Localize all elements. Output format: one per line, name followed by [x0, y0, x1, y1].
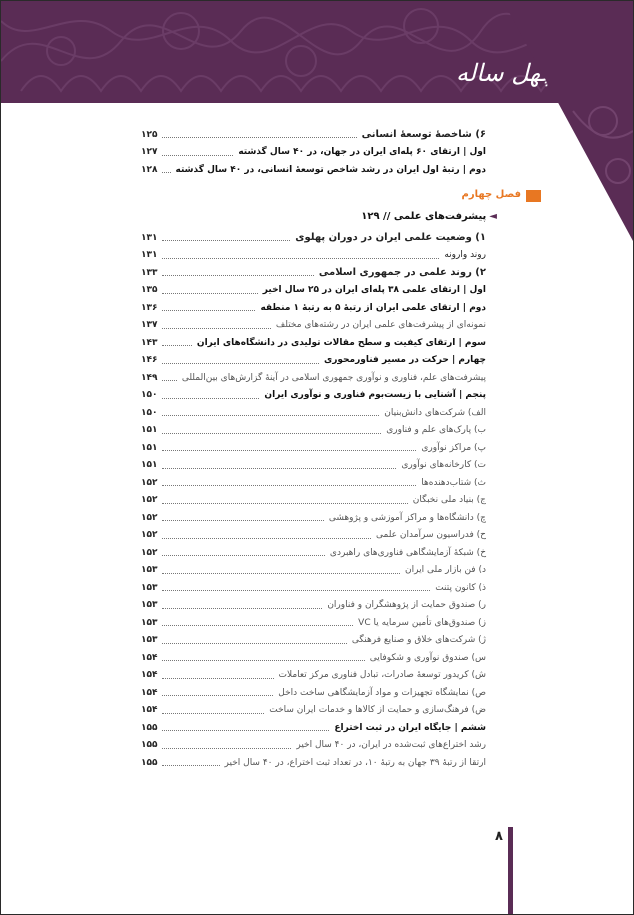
toc-entry-title: ج) بنیاد ملی نخبگان: [412, 495, 486, 505]
leader-dots: [162, 137, 357, 138]
toc-entry-title: ششم | جایگاه ایران در ثبت اختراع: [334, 722, 486, 733]
toc-entry: [141, 352, 486, 369]
toc-entry: [141, 317, 486, 334]
toc-entry-page: ۱۵۰: [141, 407, 158, 418]
leader-dots: [162, 730, 329, 731]
toc-entry-page: ۱۳۶: [141, 302, 158, 313]
toc-entry-page: ۱۴۳: [141, 337, 158, 348]
toc-entry: [141, 719, 486, 736]
toc-entry-page: ۱۵۴: [141, 670, 158, 680]
toc-entry-page: ۱۵۱: [141, 442, 158, 453]
toc-entry-page: ۱۴۹: [141, 372, 158, 383]
toc-entry-page: ۱۵۲: [141, 495, 158, 505]
toc-entry-title: ارتقا از رتبۀ ۳۹ جهان به رتبۀ ۱۰، در تعداد ثبت اختراع، در ۴۰ سال اخیر: [224, 757, 486, 768]
book-title: صعود چهل ساله: [456, 59, 618, 87]
leader-dots: [162, 590, 430, 591]
toc-entry-page: ۱۵۵: [141, 740, 158, 750]
toc-entry-page: ۱۵۴: [141, 705, 158, 715]
leader-dots: [162, 695, 273, 696]
toc-entry-title: پنجم | آشنایی با زیست‌بوم فناوری و نوآوری ایران: [264, 390, 486, 400]
toc-entry-title: پ) مراکز نوآوری: [421, 442, 486, 453]
toc-entry-page: ۱۵۳: [141, 565, 158, 575]
toc-entry: [141, 229, 486, 246]
leader-dots: [162, 345, 192, 346]
toc-entry: [141, 126, 486, 143]
toc-entry-title: ر) صندوق حمایت از پژوهشگران و فناوران: [327, 600, 486, 610]
toc-entry-title: د) فن بازار ملی ایران: [405, 565, 486, 575]
chapter-label: فصل چهارم: [461, 189, 521, 200]
toc-entry-title: اول | ارتقای ۶۰ پله‌ای ایران در جهان، در ۴۰ سال گذشته: [238, 147, 486, 157]
toc-entry-title: اول | ارتقای علمی ۳۸ پله‌ای ایران در ۲۵ سال اخیر: [262, 285, 486, 295]
leader-dots: [162, 433, 381, 434]
leader-dots: [162, 258, 439, 259]
toc-entry-page: ۱۳۳: [141, 267, 158, 278]
toc-entry-title: دوم | ارتقای علمی ایران از رتبۀ ۵ به رتبۀ ۱ منطقه: [260, 302, 486, 313]
toc-entry-title: چهارم | حرکت در مسیر فناورمحوری: [323, 355, 486, 365]
leader-dots: [162, 765, 220, 766]
toc-entry: [141, 457, 486, 474]
toc-entry-page: ۱۵۰: [141, 390, 158, 400]
leader-dots: [162, 678, 274, 679]
toc-entry: [141, 144, 486, 161]
leader-dots: [162, 398, 259, 399]
leader-dots: [162, 748, 291, 749]
toc-entry-page: ۱۵۲: [141, 477, 158, 488]
toc-entry-title: روند وارونه: [444, 250, 486, 260]
toc-entry-title: ث) شتاب‌دهنده‌ها: [421, 477, 486, 488]
toc-entry-page: ۱۵۳: [141, 635, 158, 645]
leader-dots: [162, 485, 416, 486]
toc-entry-title: ۶) شاخصۀ توسعۀ انسانی: [361, 129, 486, 140]
leader-dots: [162, 450, 416, 451]
toc-entry-title: ۱) وضعیت علمی ایران در دوران پهلوی: [295, 232, 486, 243]
toc-entry-title: پیشرفت‌های علم، فناوری و نوآوری جمهوری اسلامی در آینۀ گزارش‌های بین‌المللی: [181, 372, 486, 383]
toc-entry: [141, 562, 486, 579]
toc-entry-page: ۱۵۳: [141, 617, 158, 628]
leader-dots: [162, 520, 324, 521]
toc-entry-title: ض) فرهنگ‌سازی و حمایت از کالاها و خدمات ایران ساخت: [269, 705, 486, 715]
toc-entry-title: ص) نمایشگاه تجهیزات و مواد آزمایشگاهی ساخت داخل: [278, 687, 486, 698]
toc-entry-page: ۱۵۱: [141, 460, 158, 470]
toc-entry: [141, 527, 486, 544]
toc-entry: [141, 404, 486, 421]
toc-entry-page: ۱۵۵: [141, 722, 158, 733]
toc-entry-page: ۱۲۸: [141, 164, 158, 175]
toc-entry: [141, 614, 486, 631]
section-heading-text: پیشرفت‌های علمی // ۱۲۹: [361, 211, 487, 222]
leader-dots: [162, 155, 233, 156]
leader-dots: [162, 172, 171, 173]
toc-entry-title: خ) شبکۀ آزمایشگاهی فناوری‌های راهبردی: [329, 547, 486, 558]
toc-entry-page: ۱۳۵: [141, 285, 158, 295]
toc-entry-title: ب) پارک‌های علم و فناوری: [386, 425, 486, 435]
leader-dots: [162, 240, 290, 241]
leader-dots: [162, 503, 408, 504]
leader-dots: [162, 608, 322, 609]
toc-entry: [141, 509, 486, 526]
leader-dots: [162, 328, 271, 329]
chapter-heading: [461, 189, 541, 204]
toc-entry-page: ۱۴۶: [141, 355, 158, 365]
leader-dots: [162, 310, 255, 311]
chapter-marker: [526, 190, 541, 202]
toc-entry-title: ژ) شرکت‌های خلاق و صنایع فرهنگی: [351, 635, 486, 645]
toc-entry: [141, 264, 486, 281]
toc-entry: [141, 632, 486, 649]
toc-entry-title: الف) شرکت‌های دانش‌بنیان: [384, 407, 486, 418]
toc-entry: [141, 422, 486, 439]
toc-entry: [141, 737, 486, 754]
toc-entry-page: ۱۲۵: [141, 129, 158, 140]
arrow-icon: ◄: [489, 211, 497, 222]
toc-entry: [141, 597, 486, 614]
toc-entry-page: ۱۵۳: [141, 600, 158, 610]
toc-entry-title: سوم | ارتقای کیفیت و سطح مقالات تولیدی در دانشگاه‌های ایران: [196, 337, 486, 348]
leader-dots: [162, 643, 347, 644]
toc-entry-page: ۱۲۷: [141, 147, 158, 157]
table-of-contents: [1, 1, 634, 915]
toc-entry: [141, 579, 486, 596]
toc-entry: [141, 387, 486, 404]
toc-entry: [141, 299, 486, 316]
toc-entry-page: ۱۵۲: [141, 547, 158, 558]
toc-entry: [141, 649, 486, 666]
toc-entry-title: ۲) روند علمی در جمهوری اسلامی: [318, 267, 486, 278]
toc-entry-title: ش) کریدور توسعۀ صادرات، تبادل فناوری مرکز تعاملات: [278, 670, 486, 680]
toc-entry: [141, 334, 486, 351]
toc-entry: [141, 667, 486, 684]
toc-entry-title: ز) صندوق‌های تأمین سرمایه یا VC: [358, 617, 486, 628]
toc-entry-title: س) صندوق نوآوری و شکوفایی: [369, 652, 486, 663]
toc-entry-title: ت) کارخانه‌های نوآوری: [401, 460, 486, 470]
leader-dots: [162, 415, 379, 416]
leader-dots: [162, 293, 258, 294]
section-heading: [361, 211, 497, 222]
toc-entry-title: ذ) کانون پتنت: [435, 582, 486, 593]
toc-entry: [141, 439, 486, 456]
leader-dots: [162, 380, 177, 381]
toc-entry-page: ۱۳۷: [141, 320, 158, 330]
leader-dots: [162, 625, 353, 626]
toc-entry-page: ۱۵۳: [141, 582, 158, 593]
toc-entry: [141, 702, 486, 719]
toc-entry-title: نمونه‌ای از پیشرفت‌های علمی ایران در رشته‌های مختلف: [275, 320, 486, 330]
toc-entry: [141, 247, 486, 264]
toc-entry-page: ۱۵۴: [141, 687, 158, 698]
toc-entry: [141, 684, 486, 701]
toc-entry-page: ۱۵۲: [141, 530, 158, 540]
toc-entry-title: رشد اختراع‌های ثبت‌شده در ایران، در ۴۰ سال اخیر: [296, 740, 486, 750]
toc-entry: [141, 369, 486, 386]
toc-entry-title: چ) دانشگاه‌ها و مراکز آموزشی و پژوهشی: [328, 512, 486, 523]
toc-entry-page: ۱۳۱: [141, 232, 158, 243]
toc-entry-title: ح) فدراسیون سرآمدان علمی: [375, 530, 486, 540]
leader-dots: [162, 660, 365, 661]
toc-entry-page: ۱۵۴: [141, 652, 158, 663]
toc-entry: [141, 492, 486, 509]
toc-entry: [141, 474, 486, 491]
page-number: ۸: [495, 829, 503, 844]
toc-entry-page: ۱۳۱: [141, 250, 158, 260]
leader-dots: [162, 468, 396, 469]
toc-entry: [141, 282, 486, 299]
leader-dots: [162, 275, 314, 276]
toc-entry-page: ۱۵۲: [141, 512, 158, 523]
leader-dots: [162, 363, 319, 364]
leader-dots: [162, 555, 325, 556]
leader-dots: [162, 573, 400, 574]
leader-dots: [162, 713, 264, 714]
toc-entry: [141, 161, 486, 178]
footer-bar: [508, 827, 513, 915]
toc-entry-page: ۱۵۱: [141, 425, 158, 435]
leader-dots: [162, 538, 371, 539]
toc-entry: [141, 754, 486, 771]
toc-entry-page: ۱۵۵: [141, 757, 158, 768]
toc-entry: [141, 544, 486, 561]
toc-entry-title: دوم | رتبۀ اول ایران در رشد شاخص توسعۀ انسانی، در ۴۰ سال گذشته: [175, 164, 486, 175]
